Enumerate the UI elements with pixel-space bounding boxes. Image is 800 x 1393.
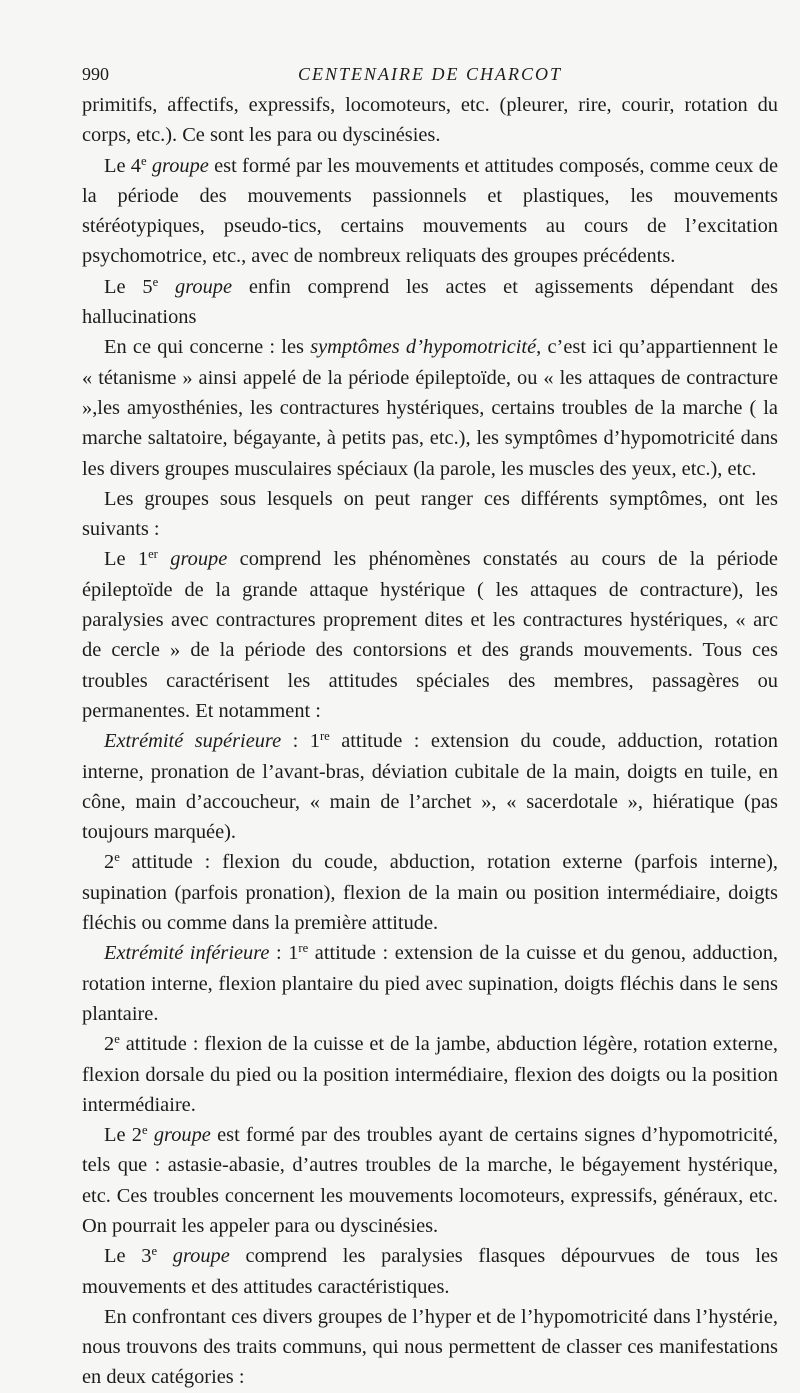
page-number: 990 — [82, 64, 109, 84]
text-run: En confrontant ces divers groupes de l’hyper et de l’hypomotricité dans l’hystérie, nous trouvons des traits communs, qui nous permettent de classer ces manifestations en deux catégories : — [82, 1305, 778, 1389]
text-run: : 1 — [281, 730, 320, 753]
paragraph — [82, 847, 778, 938]
text-run: comprend les phénomènes constatés au cours de la période épileptoïde de la grande attaque hystérique ( les attaques de contracture), les paralysies avec contractures proprement dites et les contractures hystériques, « arc de cercle » de la période des contorsions et des grands mouvements. Tous ces troubles caractérisent les attitudes spéciales des membres, passagères ou permanentes. Et notamment : — [82, 548, 778, 722]
paragraph — [82, 1029, 778, 1120]
text-run — [158, 276, 175, 298]
text-run: , c’est ici qu’appartiennent le « tétanisme » ainsi appelé de la période épileptoïde, ou « les attaques de contracture »,les amyosthénies, les contractures hystériques, certains troubles de la marche ( la marche saltatoire, bégayante, à petits pas, etc.), les symptômes d’hypomotricité dans les divers groupes musculaires spéciaux (la parole, les muscles des yeux, etc.), etc. — [82, 336, 778, 480]
paragraph — [82, 484, 778, 545]
text-run: : 1 — [269, 942, 299, 965]
text-run: Le 4 — [104, 154, 141, 177]
paragraph — [82, 90, 778, 151]
running-title: CENTENAIRE DE CHARCOT — [297, 64, 562, 84]
italic-text: Extrémité inférieure — [104, 942, 270, 965]
page-header — [82, 56, 778, 90]
text-run: 2 — [104, 851, 115, 874]
text-run: attitude : flexion du coude, abduction, rotation externe (parfois interne), supination (parfois pronation), flexion de la main ou position intermédiaire, doigts fléchis ou comme dans la première attitude. — [82, 851, 778, 935]
paragraph — [82, 938, 778, 1029]
text-run: attitude : extension du coude, adduction, rotation interne, pronation de l’avant-bras, déviation cubitale de la main, doigts en tuile, en cône, main d’accoucheur, « main de l’archet », « sacerdotale », hiératique (pas toujours marquée). — [82, 730, 778, 844]
italic-text: groupe — [170, 548, 228, 571]
text-run: 2 — [104, 1033, 115, 1056]
text-run: Le 3 — [104, 1245, 152, 1268]
paragraph — [82, 151, 778, 272]
text-run: est formé par les mouvements et attitudes composés, comme ceux de la période des mouvements passionnels et plastiques, les mouvements stéréotypiques, pseudo-tics, certains mouvements au cours de l’excitation psychomotrice, etc., avec de nombreux reliquats des groupes précédents. — [82, 154, 778, 268]
ordinal-superscript: e — [152, 274, 159, 289]
text-run: Les groupes sous lesquels on peut ranger ces différents symptômes, ont les suivants : — [82, 487, 778, 541]
text-run: En ce qui concerne : les — [104, 336, 311, 359]
ordinal-superscript: e — [114, 1032, 120, 1047]
body-text — [82, 90, 778, 1393]
paragraph — [82, 1241, 778, 1302]
text-run: comprend les paralysies flasques dépourvues de tous les mouvements et des attitudes caractéristiques. — [82, 1245, 778, 1298]
italic-text: symptômes d’hypomotricité — [310, 336, 537, 359]
text-run: primitifs, affectifs, expressifs, locomoteurs, etc. (pleurer, rire, courir, rotation du corps, etc.). Ce sont les para ou dyscinésies. — [82, 94, 778, 147]
italic-text: groupe — [175, 275, 233, 298]
ordinal-superscript: er — [148, 547, 158, 562]
text-run: attitude : flexion de la cuisse et de la jambe, abduction légère, rotation externe, flexion dorsale du pied ou la position intermédiaire, flexion des doigts ou la position intermédiaire. — [82, 1033, 778, 1116]
ordinal-superscript: e — [114, 850, 120, 865]
italic-text: groupe — [153, 1124, 211, 1147]
ordinal-superscript: re — [319, 729, 330, 744]
paragraph — [82, 544, 778, 726]
text-run: est formé par des troubles ayant de certains signes d’hypomotricité, tels que : astasie-abasie, d’autres troubles de la marche, le bégayement hystérique, etc. Ces troubles concernent les mouvements locomoteurs, expressifs, généraux, etc. On pourrait les appeler para ou dyscinésies. — [82, 1124, 778, 1237]
text-run: Le 2 — [104, 1124, 142, 1147]
paragraph — [82, 272, 778, 333]
ordinal-superscript: re — [298, 941, 309, 956]
text-run: attitude : extension de la cuisse et du genou, adduction, rotation interne, flexion plantaire du pied avec supination, doigts fléchis dans le sens plantaire. — [82, 942, 778, 1025]
paragraph — [82, 332, 778, 483]
text-run: enfin comprend les actes et agissements dépendant des hallucinations — [82, 275, 778, 329]
paragraph — [82, 1302, 778, 1393]
text-run: Le 1 — [104, 548, 149, 571]
italic-text: groupe — [151, 154, 209, 177]
paragraph — [82, 1120, 778, 1241]
text-run — [157, 1245, 173, 1267]
text-run — [158, 548, 170, 570]
paragraph — [82, 726, 778, 847]
italic-text: groupe — [172, 1245, 230, 1268]
ordinal-superscript: e — [140, 153, 147, 168]
text-run: Le 5 — [104, 275, 153, 298]
ordinal-superscript: e — [141, 1123, 148, 1138]
ordinal-superscript: e — [151, 1244, 158, 1259]
italic-text: Extrémité supérieure — [104, 730, 282, 753]
